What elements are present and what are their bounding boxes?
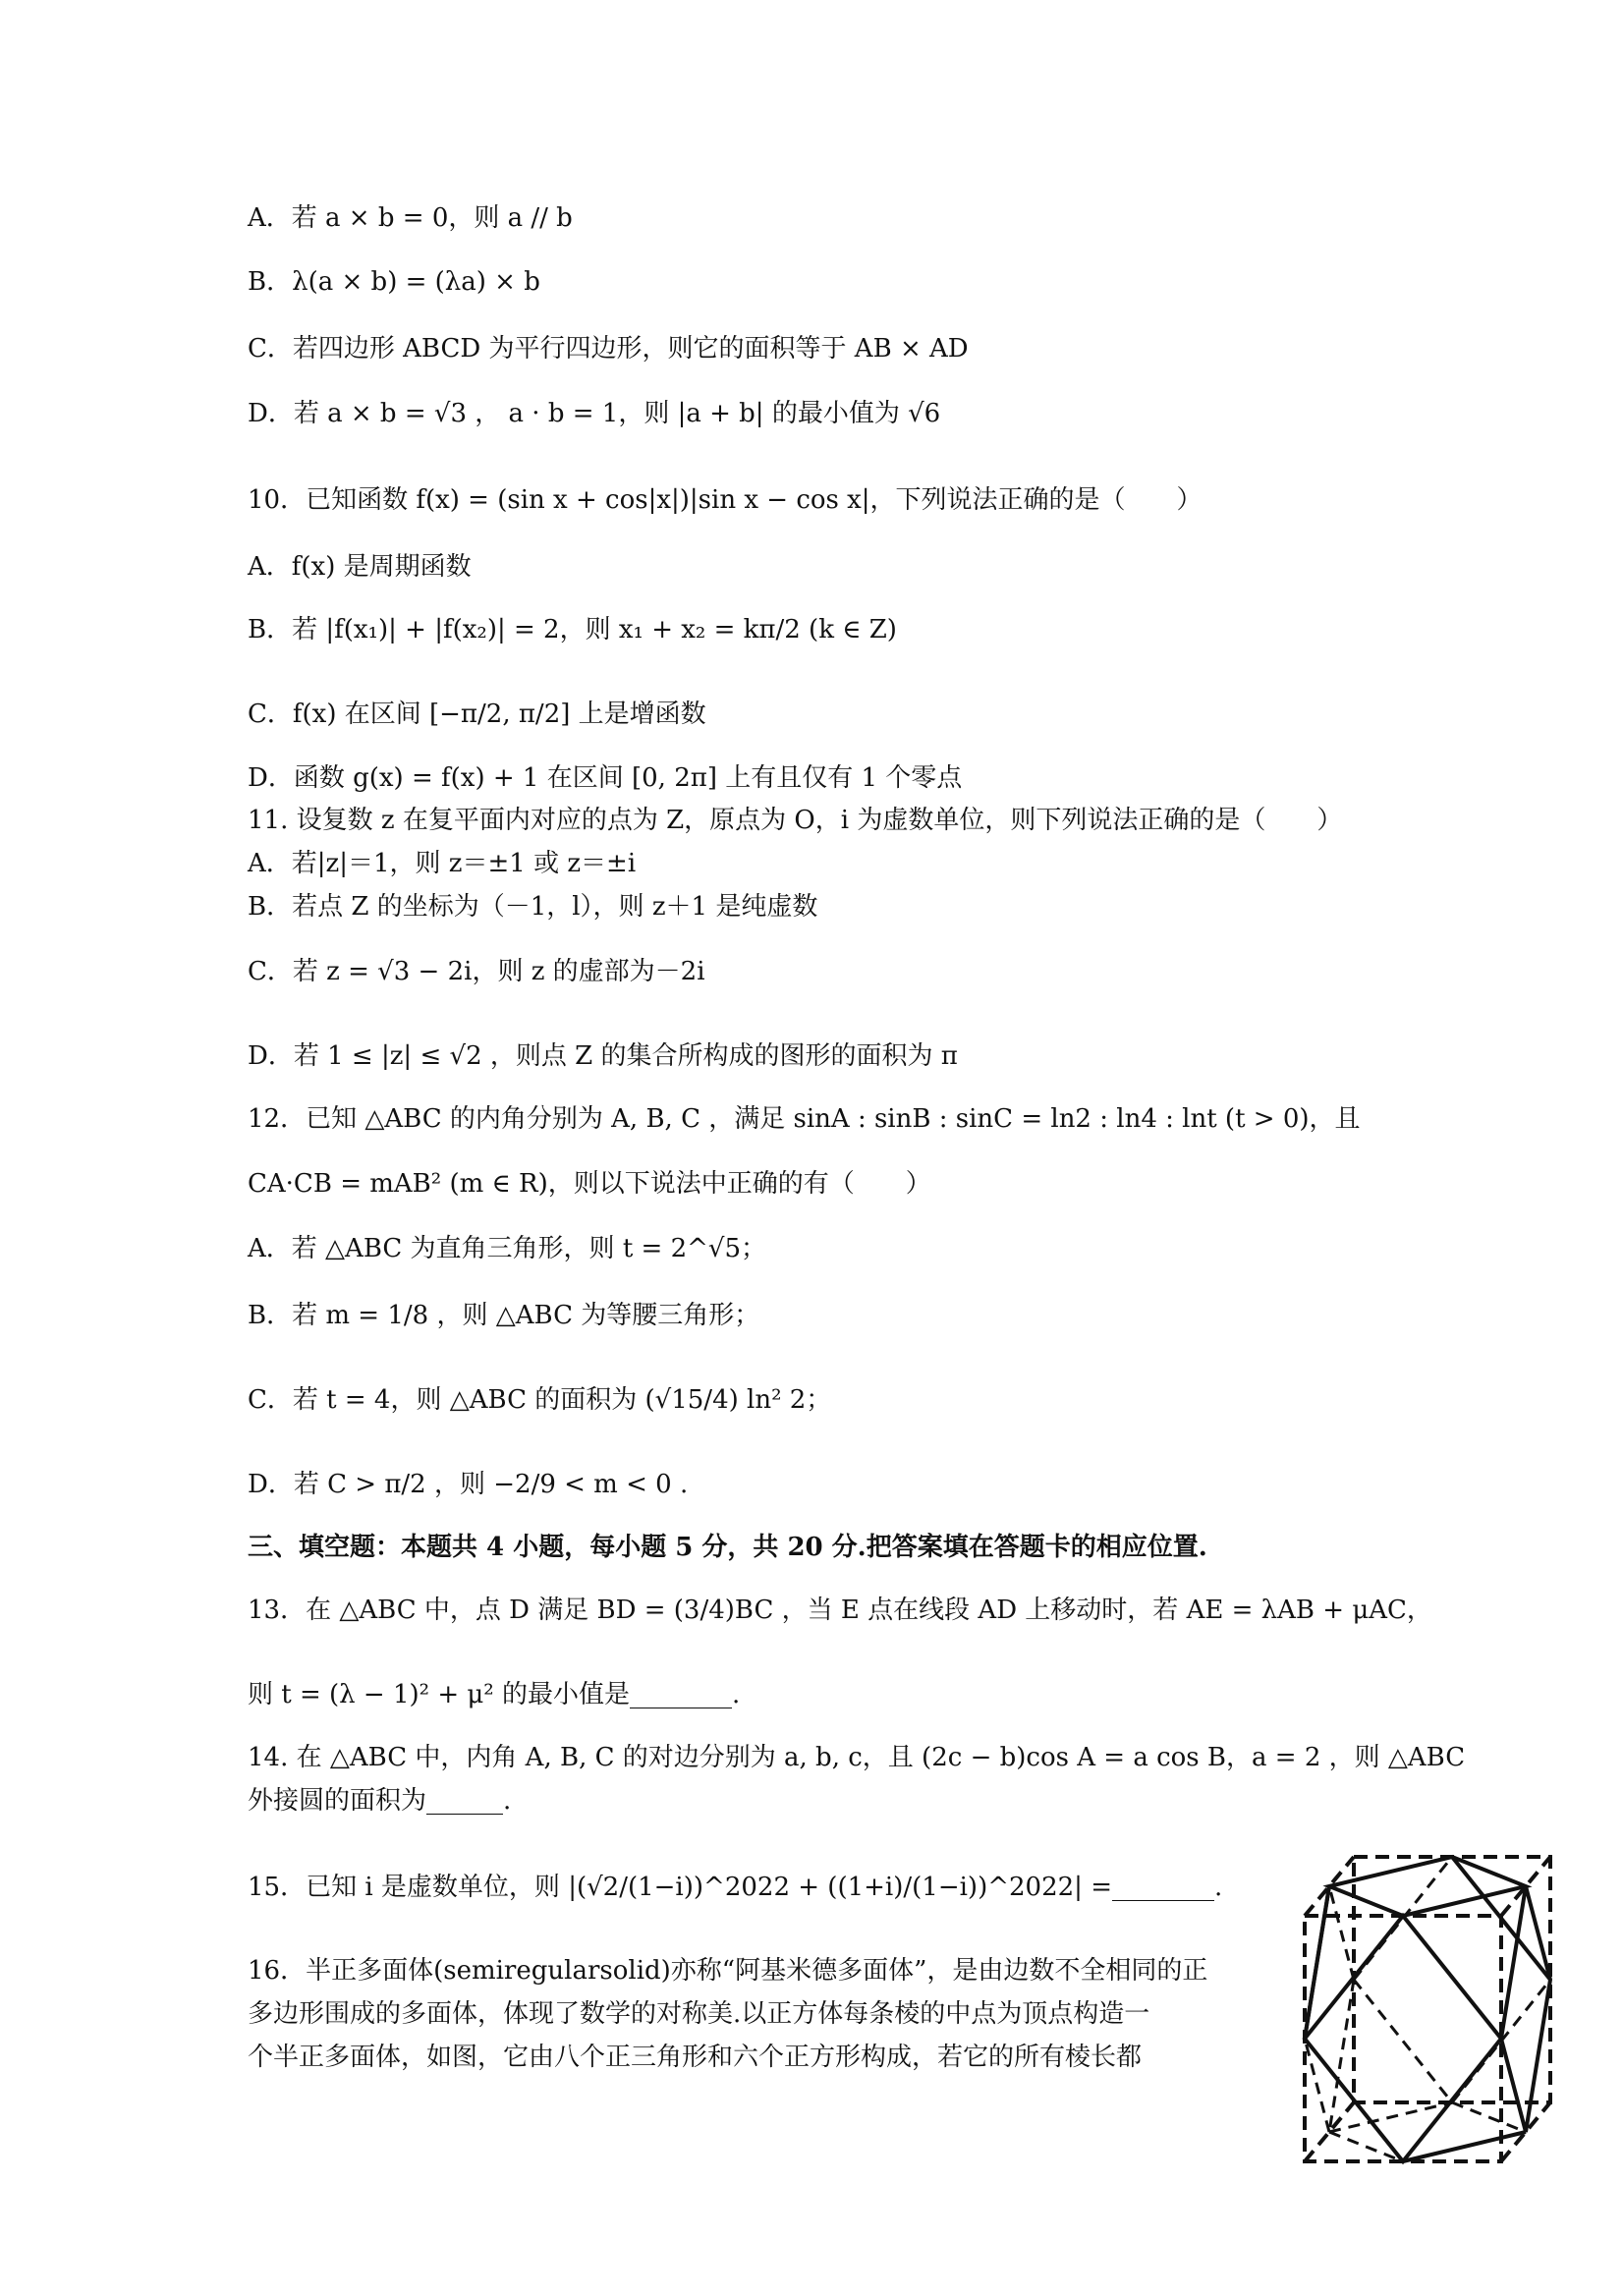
q16-stem [248,1949,1289,2079]
cuboctahedron-figure [1295,1847,1558,2171]
section-3-heading: 三、填空题：本题共 4 小题，每小题 5 分，共 20 分.把答案填在答题卡的相应位置. [248,1533,1207,1562]
q12-option-a: A．若 △ABC 为直角三角形，则 t = 2^√5； [248,1234,767,1263]
q9-option-d: D．若 a × b = √3 ， a · b = 1，则 |a + b| 的最小值为 √6 [248,399,941,428]
q10-option-a: A．f(x) 是周期函数 [248,552,472,582]
q12-option-c: C．若 t = 4，则 △ABC 的面积为 (√15/4) ln² 2； [248,1385,832,1415]
q16-line-3: 个半正多面体，如图，它由八个正三角形和六个正方形构成，若它的所有棱长都 [248,2043,1143,2072]
q11-option-a: A．若|z|＝1，则 z＝±1 或 z＝±i [248,849,637,878]
q10-option-b: B．若 |f(x₁)| + |f(x₂)| = 2，则 x₁ + x₂ = kπ/2 (k ∈ Z) [248,615,897,644]
q12-option-b: B．若 m = 1/8 ，则 △ABC 为等腰三角形； [248,1301,760,1330]
q12-stem: 12．已知 △ABC 的内角分别为 A, B, C ，满足 sinA : sinB : sinC = ln2 : ln4 : lnt (t > 0)，且 [248,1104,1361,1134]
q14-stem-cont: 外接圆的面积为______. [248,1786,512,1816]
q9-option-a: A．若 a × b = 0，则 a // b [248,203,573,233]
q10-stem: 10．已知函数 f(x) = (sin x + cos|x|)|sin x − cos x|，下列说法正确的是（ ） [248,485,1203,515]
q11-stem: 11. 设复数 z 在复平面内对应的点为 Z，原点为 O，i 为虚数单位，则下列说法正确的是（ ） [248,806,1343,835]
q16-line-2: 多边形围成的多面体，体现了数学的对称美.以正方体每条棱的中点为顶点构造一 [248,1999,1150,2029]
q9-option-b: B．λ(a × b) = (λa) × b [248,267,540,297]
q14-stem: 14. 在 △ABC 中，内角 A, B, C 的对边分别为 a, b, c，且 (2c − b)cos A = a cos B，a = 2 ，则 △ABC [248,1743,1466,1772]
q11-option-b: B．若点 Z 的坐标为（－1，l），则 z＋1 是纯虚数 [248,892,818,922]
q13-stem-cont: 则 t = (λ − 1)² + μ² 的最小值是________. [248,1680,741,1709]
q15-stem: 15．已知 i 是虚数单位，则 |(√2/(1−i))^2022 + ((1+i)/(1−i))^2022| =________. [248,1873,1223,1902]
q16-line-1: 16．半正多面体(semiregularsolid)亦称“阿基米德多面体”，是由边数不全相同的正 [248,1956,1208,1986]
q9-option-c: C．若四边形 ABCD 为平行四边形，则它的面积等于 AB × AD [248,334,969,364]
q10-option-d: D．函数 g(x) = f(x) + 1 在区间 [0, 2π] 上有且仅有 1 个零点 [248,763,963,793]
q11-option-d: D．若 1 ≤ |z| ≤ √2 ，则点 Z 的集合所构成的图形的面积为 π [248,1041,958,1071]
q12-option-d: D．若 C > π/2 ，则 −2/9 < m < 0 . [248,1470,689,1499]
q12-stem-cont: CA·CB = mAB² (m ∈ R)，则以下说法中正确的有（ ） [248,1169,931,1199]
q11-option-c: C．若 z = √3 − 2i，则 z 的虚部为－2i [248,957,705,986]
q10-option-c: C．f(x) 在区间 [−π/2, π/2] 上是增函数 [248,700,706,729]
q13-stem: 13．在 △ABC 中，点 D 满足 BD = (3/4)BC ，当 E 点在线段 AD 上移动时，若 AE = λAB + μAC， [248,1596,1432,1625]
